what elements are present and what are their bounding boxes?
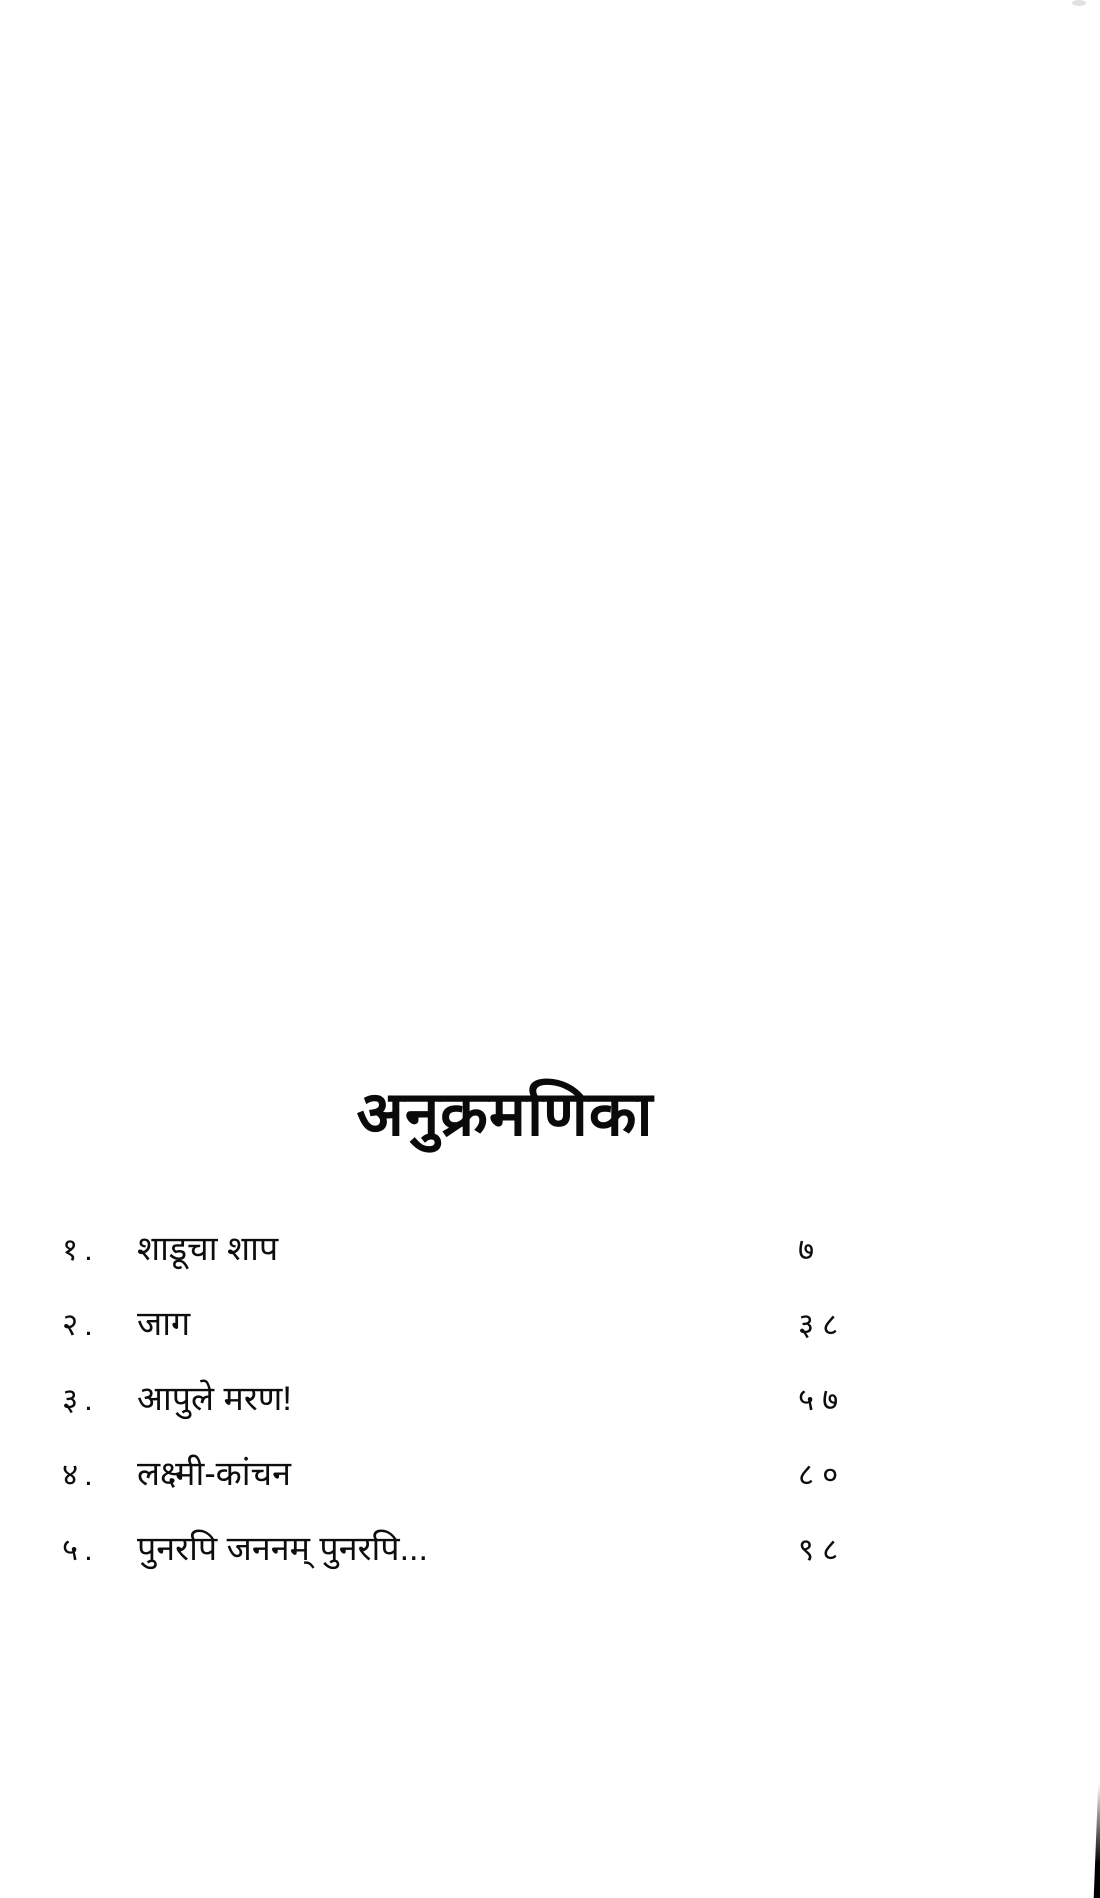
- toc-entry-page: ८०: [798, 1457, 847, 1492]
- scan-speck-artifact: [1072, 0, 1086, 6]
- toc-entry: [0, 1512, 1100, 1587]
- toc-entry-title: आपुले मरण!: [137, 1380, 292, 1418]
- toc-entry-serial: ३.: [62, 1382, 99, 1417]
- toc-list: [0, 1212, 1100, 1587]
- toc-entry-serial: १.: [62, 1232, 99, 1267]
- toc-entry-page: ५७: [798, 1382, 847, 1417]
- toc-entry: [0, 1212, 1100, 1287]
- toc-entry-serial: ४.: [62, 1457, 99, 1492]
- toc-entry: [0, 1287, 1100, 1362]
- toc-entry: [0, 1362, 1100, 1437]
- toc-entry-page: ३८: [798, 1307, 847, 1342]
- toc-entry-title: शाडूचा शाप: [137, 1230, 279, 1268]
- scan-edge-artifact: [1093, 1783, 1100, 1898]
- toc-entry-page: ७: [798, 1232, 823, 1267]
- toc-entry-page: ९८: [798, 1532, 847, 1567]
- page-title: अनुक्रमणिका: [356, 1079, 654, 1149]
- toc-entry: [0, 1437, 1100, 1512]
- toc-entry-title: जाग: [137, 1305, 191, 1343]
- toc-entry-serial: २.: [62, 1307, 99, 1342]
- toc-entry-title: लक्ष्मी-कांचन: [137, 1455, 292, 1493]
- toc-entry-serial: ५.: [62, 1532, 99, 1567]
- toc-entry-title: पुनरपि जननम् पुनरपि...: [137, 1530, 428, 1568]
